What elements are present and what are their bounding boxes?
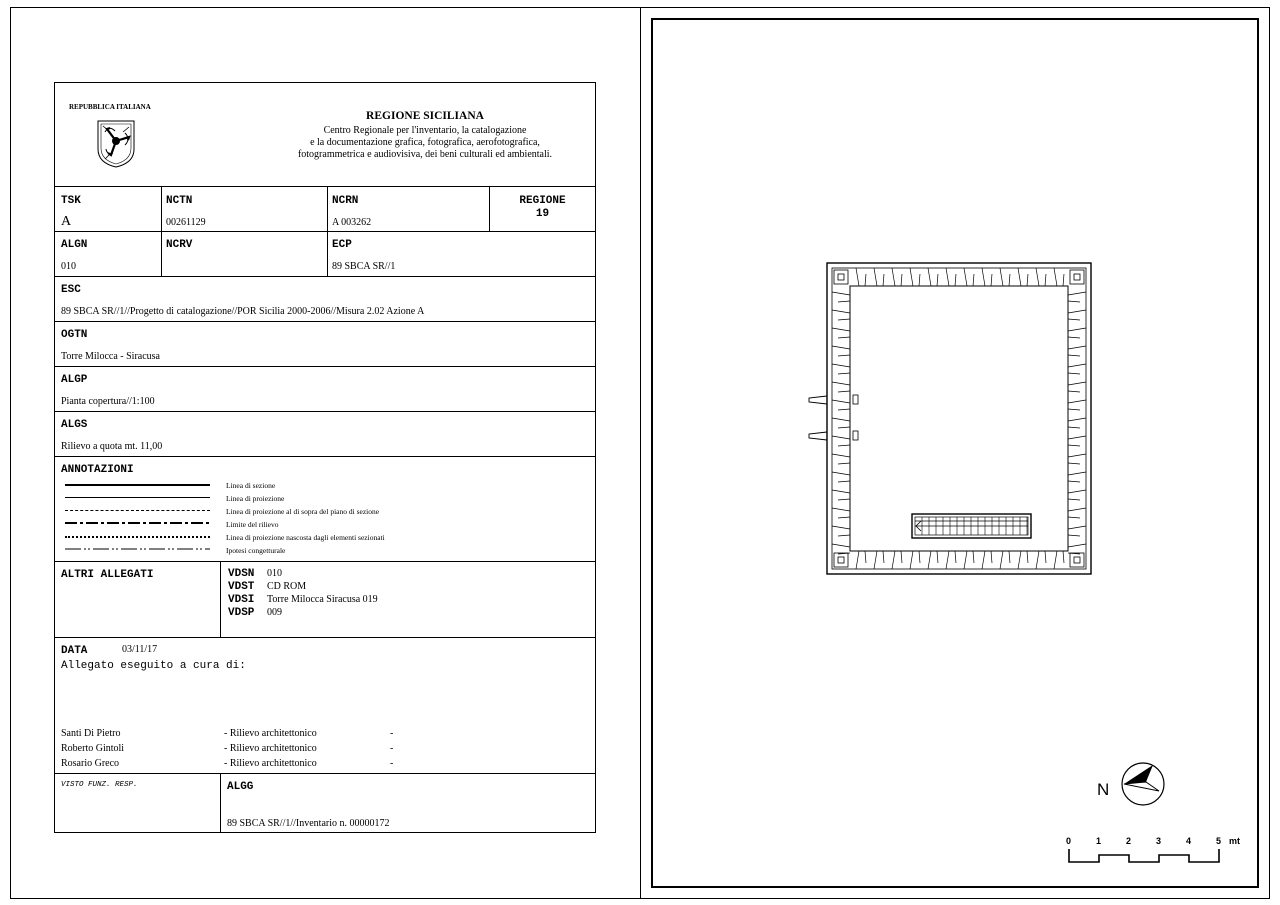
sheet-divider [640, 7, 641, 899]
ogtn-value: Torre Milocca - Siracusa [61, 351, 160, 362]
legend-line-proiezione [65, 497, 210, 498]
row-algn [55, 232, 595, 277]
tsk-value: A [61, 214, 72, 229]
esc-value: 89 SBCA SR//1//Progetto di catalogazione//POR Sicilia 2000-2006//Misura 2.02 Azione A [61, 306, 425, 317]
person-2-dash: - [390, 743, 394, 754]
scale-label-4: 4 [1186, 836, 1192, 846]
scale-label-1: 1 [1096, 836, 1102, 846]
person-3-dash: - [390, 758, 394, 769]
tsk-label: TSK [61, 195, 81, 207]
person-1-role: - Rilievo architettonico [224, 728, 317, 739]
row-annotazioni [55, 457, 595, 562]
vdsi-key: VDSI [228, 594, 255, 606]
sheet-header [55, 83, 595, 187]
vdsi-value: Torre Milocca Siracusa 019 [267, 594, 378, 605]
region-subtitle-1: Centro Regionale per l'inventario, la catalogazione [323, 125, 527, 136]
esc-label: ESC [61, 284, 81, 296]
ncrn-label: NCRN [332, 195, 359, 207]
row-altri-allegati [55, 562, 595, 638]
algn-label: ALGN [61, 239, 88, 251]
ncrn-value: A 003262 [332, 217, 372, 228]
region-subtitle-3: fotogrammetrica e audiovisiva, dei beni culturali ed ambientali. [297, 149, 553, 160]
algs-label: ALGS [61, 419, 88, 431]
visto-label: VISTO FUNZ. RESP. [61, 781, 138, 789]
scale-label-0: 0 [1066, 836, 1072, 846]
ecp-value: 89 SBCA SR//1 [332, 261, 396, 272]
legend-text-nascosta: Linea di proiezione nascosta dagli elementi sezionati [226, 533, 385, 542]
vdst-key: VDST [228, 581, 255, 593]
tower-roof-plan [800, 255, 1100, 580]
cell-ncrv [161, 232, 327, 276]
vdsn-key: VDSN [228, 568, 255, 580]
ogtn-label: OGTN [61, 329, 88, 341]
data-note: Allegato eseguito a cura di: [61, 660, 246, 672]
north-label: N [1097, 780, 1110, 799]
cell-regione [489, 187, 595, 231]
cell-visto [55, 774, 220, 832]
algg-value: 89 SBCA SR//1//Inventario n. 00000172 [227, 818, 390, 829]
vdst-value: CD ROM [267, 581, 307, 592]
cell-algn [55, 232, 161, 276]
legend-line-sopra [65, 510, 210, 511]
annotazioni-label: ANNOTAZIONI [61, 464, 134, 476]
row-ogtn [55, 322, 595, 367]
scale-unit: mt [1229, 836, 1240, 846]
row-tsk [55, 187, 595, 232]
row-data [55, 638, 595, 774]
region-subtitle-2: e la documentazione grafica, fotografica, aerofotografica, [310, 137, 540, 148]
person-3-name: Rosario Greco [61, 758, 120, 769]
legend-line-limite [65, 521, 210, 525]
legend-text-proiezione: Linea di proiezione [226, 494, 285, 503]
nctn-label: NCTN [166, 195, 193, 207]
person-2-name: Roberto Gintoli [61, 743, 125, 754]
cell-altri-allegati [55, 562, 220, 637]
ncrv-label: NCRV [166, 239, 193, 251]
row-esc [55, 277, 595, 322]
person-1-dash: - [390, 728, 394, 739]
row-footer [55, 774, 595, 832]
legend-text-ipotesi: Ipotesi congetturale [226, 546, 286, 555]
scale-label-2: 2 [1126, 836, 1132, 846]
catalogue-sheet [54, 82, 596, 833]
legend-line-ipotesi [65, 547, 210, 551]
scale-label-3: 3 [1156, 836, 1162, 846]
algp-value: Pianta copertura//1:100 [61, 396, 155, 407]
scale-bar [1066, 846, 1226, 866]
vdsn-value: 010 [267, 568, 282, 579]
cell-ncrn [327, 187, 489, 231]
sicily-emblem-icon [95, 119, 137, 169]
north-arrow-icon [1119, 760, 1167, 808]
nctn-value: 00261129 [166, 217, 206, 228]
cell-tsk [55, 187, 161, 231]
legend-line-sezione [65, 484, 210, 486]
altri-allegati-label: ALTRI ALLEGATI [61, 569, 154, 581]
algs-value: Rilievo a quota mt. 11,00 [61, 441, 163, 452]
person-3-role: - Rilievo architettonico [224, 758, 317, 769]
legend-text-limite: Limite del rilievo [226, 520, 279, 529]
row-algp [55, 367, 595, 412]
cell-ecp [327, 232, 595, 276]
regione-label: REGIONE [519, 195, 566, 207]
legend-text-sopra: Linea di proiezione al di sopra del piano di sezione [226, 507, 380, 516]
region-title: REGIONE SICILIANA [366, 110, 484, 122]
scale-label-5: 5 [1216, 836, 1222, 846]
legend-text-sezione: Linea di sezione [226, 481, 276, 490]
data-value: 03/11/17 [122, 644, 158, 655]
algp-label: ALGP [61, 374, 88, 386]
cell-algg [220, 774, 595, 832]
person-2-role: - Rilievo architettonico [224, 743, 317, 754]
data-label: DATA [61, 645, 88, 657]
algn-value: 010 [61, 261, 76, 272]
row-algs [55, 412, 595, 457]
legend-line-nascosta [65, 536, 210, 538]
ecp-label: ECP [332, 239, 352, 251]
republic-label: REPUBBLICA ITALIANA [69, 103, 151, 111]
cell-vds [220, 562, 595, 637]
cell-nctn [161, 187, 327, 231]
vdsp-value: 009 [267, 607, 282, 618]
person-1-name: Santi Di Pietro [61, 728, 121, 739]
vdsp-key: VDSP [228, 607, 255, 619]
regione-value: 19 [535, 208, 550, 220]
algg-label: ALGG [227, 781, 254, 793]
